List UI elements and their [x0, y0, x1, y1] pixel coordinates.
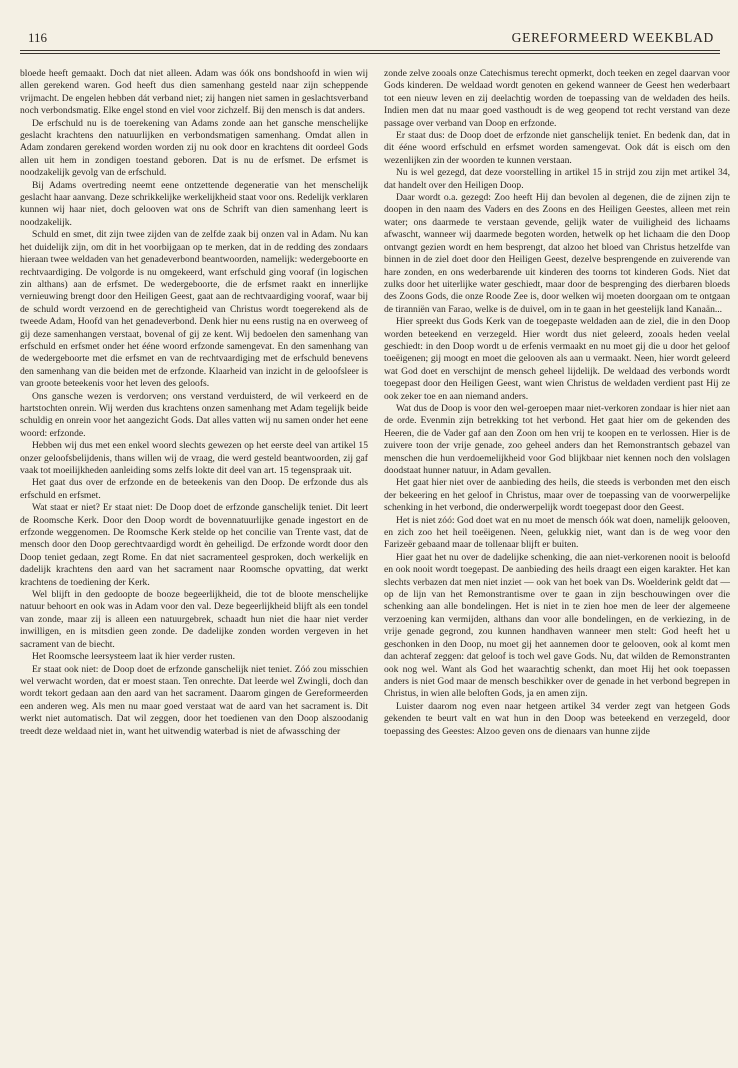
paragraph: Hier gaat het nu over de dadelijke schenking, die aan niet-verkorenen nooit is beloofd en ook nooit wordt toegepast. De aanbieding des heils draagt een eigen karakter. Het kan slechts verbazen dat men niet inziet — ook van het boek van Ds. Woelderink geldt dat — op de lijn van het Remonstrantisme over te gaan in zijn beschouwingen over die schenking aan alle bondelingen. Het is niet in te zien hoe men de leer der algemeene verzoening kan vermijden, althans dan voor alle bondelingen, en de verkiezing, in de vrije genade gegrond, zou kunnen handhaven wanneer men stelt: God heeft het u geschonken in den Doop, nu moet gij het aannemen door te gelooven, ook al komt men dan achteraf zeggen: dat geloof is toch wel gave Gods. Nu, dat wilden de Remonstranten ook nog wel. Want als God het waarachtig schenkt, dan moet Hij het ook toepassen anders is niet God maar de mensch beschikker over de genade in het verbond begrepen in Christus, in wien alle beloften Gods, ja en amen zijn. — [384, 551, 730, 700]
page-number: 116 — [28, 30, 48, 45]
paragraph: Daar wordt o.a. gezegd: Zoo heeft Hij dan bevolen al degenen, die de zijnen zijn te doopen in den naam des Vaders en des Zoons en des Heiligen Geestes, alleen met rein water; ons daarmede te verstaan gevende, gelijk water de vuiligheid des lichaams afwascht, wanneer wij daarmede begoten worden, hetwelk op het lichaam die den Doop ontvangt gezien wordt en hem besprengt, dat alzoo het bloed van Christus hetzelfde van binnen in de ziel doet door den Heiligen Geest, dezelve besprengende en zuiverende van hare zonden, en ons wederbarende uit kinderen des toorns tot kinderen Gods. Niet dat zulks door het uiterlijke water geschiedt, maar door de besprenging des dierbaren bloeds des Zoons Gods, die onze Roode Zee is, door welken wij moeten doorgaan om te ontgaan de tiranniën van Farao, welke is de duivel, om in te gaan in het geestelijk land Kanaän... — [384, 192, 730, 315]
paragraph: bloede heeft gemaakt. Doch dat niet alleen. Adam was óók ons bondshoofd in wien wij allen gerekend waren. God heeft dus dien samenhang gesteld naar zijn scheppende vrijmacht. De engelen hebben dát verband niet; zij hangen niet samen in geslachtsverband noch verbondsmatig. Elke engel stond en viel voor zichzelf. Bij den mensch is dat anders. — [20, 68, 368, 117]
paragraph: Schuld en smet, dit zijn twee zijden van de zelfde zaak bij onzen val in Adam. Nu kan het duidelijk zijn, om dit in het voorbijgaan op te merken, dat in de redding des zondaars hieraan twee weldaden van het genadeverbond beantwoorden, namelijk: wedergeboorte en rechtvaardiging. De volgorde is nu omgekeerd, want erfschuld ging vooraf (in logischen zin althans) aan de erfsmet. De wedergeboorte, die de erfsmet raakt en innerlijke vernieuwing brengt door den Heiligen Geest, gaat aan de rechtvaardiging vooraf, waar bij de schuld wordt verzoend en de gerechtigheid van Christus wordt toegerekend als de tweede Adam, Hoofd van het genadeverbond. Denk hier nu eens rustig na en overweeg of gij deze samenhangen verstaat, bovenal of gij ze kent. Wij bedoelen den samenhang van erfschuld en erfsmet onder het ééne woord erfzonde samengevat. En den samenhang van de wedergeboorte met die erfsmet en van de rechtvaardiging met de erfschuld benevens den samenhang van die beiden met de erfzonde. Klaarheid van inzicht in de geloofsleer is van groote beteekenis voor het leven des geloofs. — [20, 229, 368, 390]
paragraph: zonde zelve zooals onze Catechismus terecht opmerkt, doch teeken en zegel daarvan voor Gods kinderen. De weldaad wordt genoten en gekend wanneer de Geest hen wederbaart tot een nieuw leven en zij deelachtig worden de toepassing van de weldaden des heils. Indien men dat nu maar goed vasthoudt is de weg geopend tot recht verstand van deze passage over verband van Doop en erfzonde. — [384, 68, 730, 129]
paragraph: Wel blijft in den gedoopte de booze begeerlijkheid, die tot de bloote menschelijke natuur behoort en ook was in Adam voor den val. Deze begeerlijkheid blijft als een tondel van zonde, maar zij is alleen een natuurgebrek, schaadt hun niet die haar niet verder inwilligen, en is mitsdien geen zonde. De dadelijke zonden worden vergeven in het sacrament van de biecht. — [20, 589, 368, 650]
header-rule-thick — [20, 50, 720, 51]
paragraph: Er staat dus: de Doop doet de erfzonde niet ganschelijk teniet. En bedenk dan, dat in dit ééne woord erfschuld en erfsmet worden samengevat. Ook dát is eisch om den wezenlijken zin der woorden te kunnen verstaan. — [384, 130, 730, 166]
left-text-column — [20, 68, 368, 1053]
paragraph: Nu is wel gezegd, dat deze voorstelling in artikel 15 in strijd zou zijn met artikel 34, dat handelt over den Heiligen Doop. — [384, 167, 730, 191]
paragraph: Er staat ook niet: de Doop doet de erfzonde ganschelijk niet teniet. Zóó zou misschien wel verwacht worden, dat er moest staan. Ten onrechte. Dat leerde wel Zwingli, doch dan wordt tekort gedaan aan den aard van het sacrament. Daarom gingen de Gereformeerden een anderen weg. Als men nu maar goed verstaat wat de aard van het sacrament is. Dit werkt niet automatisch. Dat wil zeggen, door het toedienen van den Doop alszoodanig treedt deze weldaad niet in, want het uitwendig waterbad is niet de afwassching der — [20, 663, 368, 737]
paragraph: Hier spreekt dus Gods Kerk van de toegepaste weldaden aan de ziel, die in den Doop worden beteekend en verzegeld. Hier wordt dus niet geleerd, zooals heden veelal geschiedt: in den Doop wordt u de erfenis vermaakt en nu moet gij die u door het geloof toeëigenen; gij moogt en moet die gelooven als aan u vermaakt. Neen, hier wordt geleerd wat God doet en verschijnt de mensch geheel lijdelijk. De weldaad des verbonds wordt toegepast door den Heiligen Geest, want wien Christus de weldaden verdient past Hij ze ook zeker toe en aan niemand anders. — [384, 316, 730, 402]
header-rule-thin — [20, 53, 720, 54]
paragraph: De erfschuld nu is de toerekening van Adams zonde aan het gansche menschelijke geslacht krachtens den natuurlijken en verbondsmatigen samenhang. Omdat allen in Adam zondaren gerekend worden worden zij nu ook door en krachtens dit oordeel Gods allen uit hem in zondigen toestand geboren. Dat is nu de erfsmet. De erfsmet is noodzakelijk gevolg van de erfschuld. — [20, 117, 368, 179]
right-text-column — [384, 68, 730, 1053]
paragraph: Het gaat dus over de erfzonde en de beteekenis van den Doop. De erfzonde dus als erfschuld en erfsmet. — [20, 477, 368, 501]
running-header — [20, 30, 720, 50]
paragraph: Bij Adams overtreding neemt eene ontzettende degeneratie van het menschelijk geslacht haar aanvang. Deze schrikkelijke werkelijkheid staat voor ons. Redelijk verklaren kunnen wij haar niet, doch gelooven wat ons de Schrift van dien samenhang leert is noodzakelijk. — [20, 179, 368, 228]
paragraph: Luister daarom nog even naar hetgeen artikel 34 verder zegt van hetgeen Gods gekenden te beurt valt en wat hun in den Doop was beteekend en verzegeld, door toepassing des Geestes: Alzoo geven ons de dienaars van hunne zijde — [384, 700, 730, 737]
paragraph: Ons gansche wezen is verdorven; ons verstand verduisterd, de wil verkeerd en de hartstochten onrein. Wij werden dus krachtens onzen samenhang met Adam tegelijk beide schuldig en onrein voor het aangezicht Gods. Dat alles vatten wij nu samen onder het eene woord: erfzonde. — [20, 390, 368, 439]
paragraph: Wat dus de Doop is voor den wel-geroepen maar niet-verkoren zondaar is hier niet aan de orde. Evenmin zijn betrekking tot het verbond. Het gaat hier om de gekenden des Heeren, die de Vader gaf aan den Zoon om hen vrij te koopen en te verlossen. Hier is de zuivere toon der vrije genade, zoo geheel anders dan het Remonstrantsch gebazel van menschen die hun verdoemelijkheid voor God blijkbaar niet kennen noch den volslagen doodstaat hunner natuur, in Adam gevallen. — [384, 402, 730, 476]
publication-title: GEREFORMEERD WEEKBLAD — [511, 30, 714, 45]
paragraph: Hebben wij dus met een enkel woord slechts gewezen op het eerste deel van artikel 15 onzer geloofsbelijdenis, thans willen wij de vraag, die werd gesteld beantwoorden, zij gaf vaak tot moeilijkheden aanleiding soms zelfs lokte dit deel van art. 15 tegenspraak uit. — [20, 440, 368, 476]
paragraph: Het Roomsche leersysteem laat ik hier verder rusten. — [32, 651, 235, 663]
paragraph: Wat staat er niet? Er staat niet: De Doop doet de erfzonde ganschelijk teniet. Dit leert de Roomsche Kerk. Door den Doop wordt de bovennatuurlijke genade ingestort en de erfzonde weggenomen. De Roomsche Kerk stelde op het concilie van Trente vast, dat de mensch door den Doop gerechtvaardigd wordt èn geheiligd. De erfzonde wordt door den Doop teniet gedaan, zegt Rome. En dat niet sacramenteel gesproken, doch werkelijk en dadelijk krachtens den aard van het sacrament naar Roomsche opvatting, dat werkt krachtens de toediening der Kerk. — [20, 502, 368, 588]
paragraph: Het is niet zóó: God doet wat en nu moet de mensch óók wat doen, namelijk gelooven, en zich zoo het heil toeëigenen. Neen, gelukkig niet, want dan is de weg voor den Farizeër gebaand maar de tollenaar blijft er buiten. — [384, 514, 730, 551]
paragraph: Het gaat hier niet over de aanbieding des heils, die steeds is verbonden met den eisch der bekeering en het geloof in Christus, maar over de toepassing van de voorwerpelijke schenking in het verbond, die onderwerpelijk wordt toegepast door den Geest. — [384, 477, 730, 514]
